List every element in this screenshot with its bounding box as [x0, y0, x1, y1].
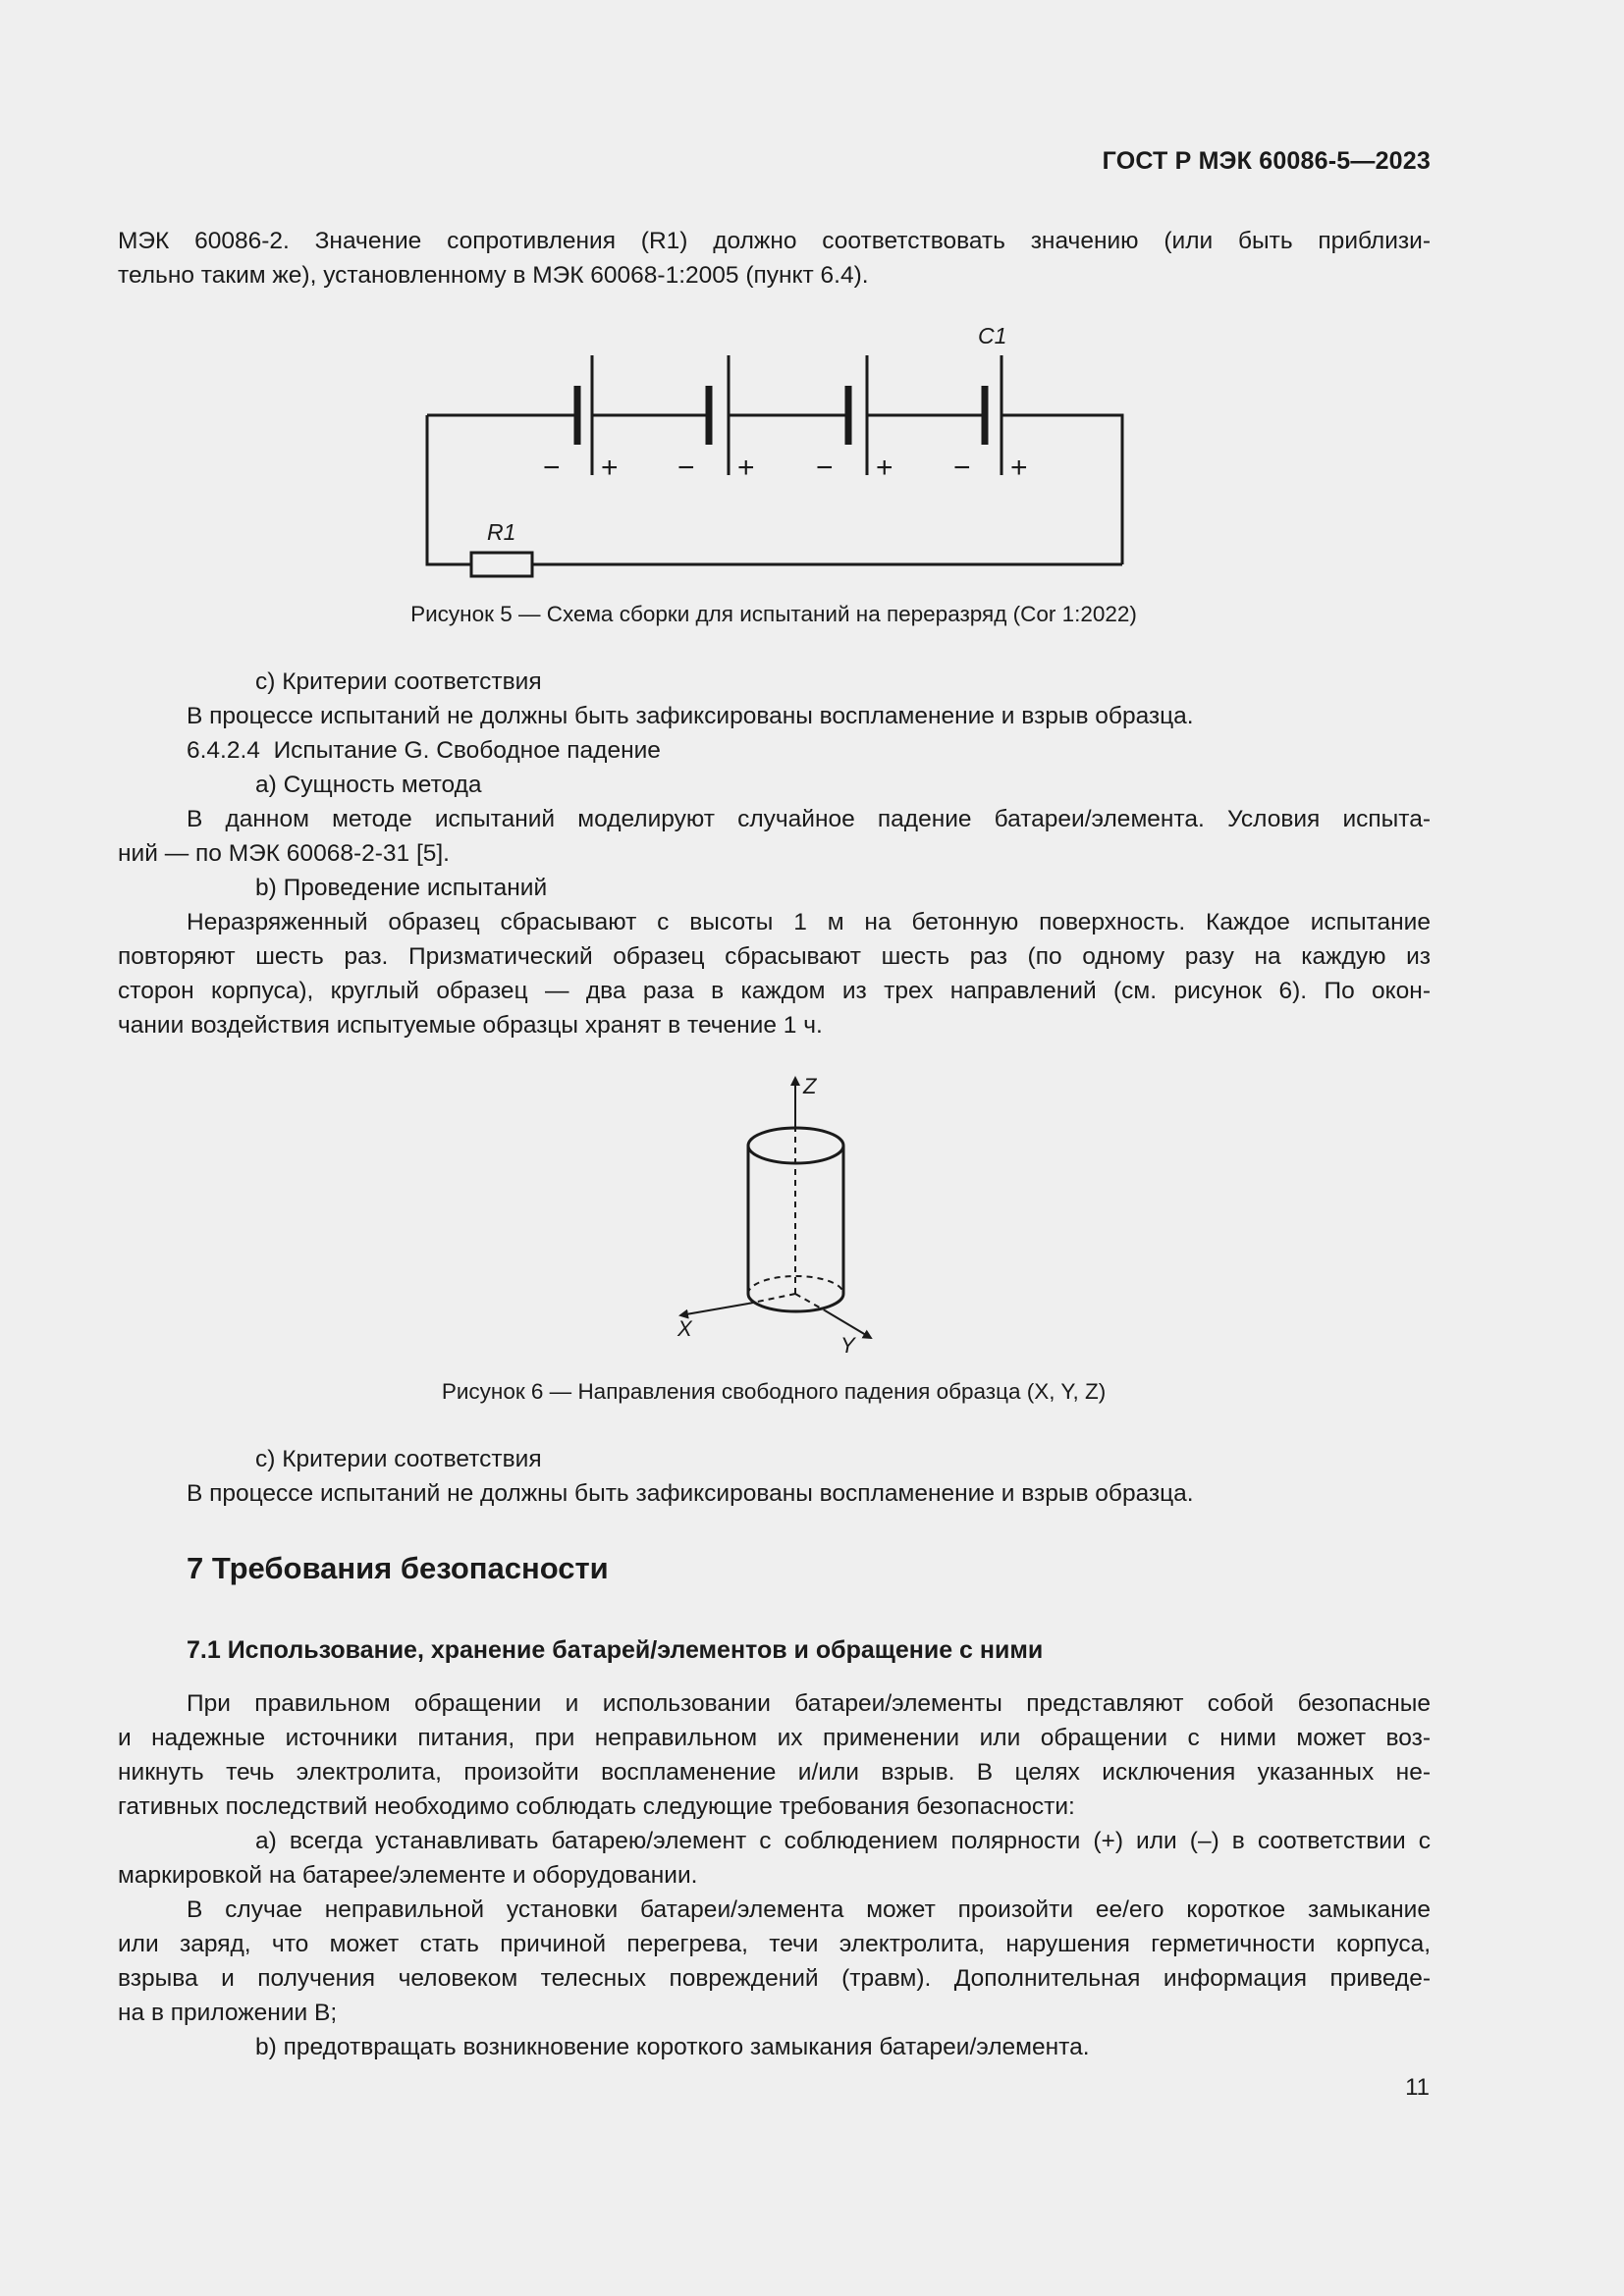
- s71-b-text: предотвращать возникновение короткого замыкания батареи/элемента.: [283, 2034, 1090, 2060]
- figure6-drop-directions-diagram: [648, 1065, 903, 1360]
- s71-p2-line-4: на в приложении B;: [118, 2000, 338, 2026]
- axis-x-label: X: [677, 1316, 692, 1341]
- s71-p2-line-3: взрыва и получения человеком телесных повреждений (травм). Дополнительная информация приведе-: [118, 1965, 1431, 1992]
- section-7-heading: 7 Требования безопасности: [187, 1551, 609, 1585]
- cell-2-minus-sign: −: [677, 452, 695, 484]
- s71-p1-line-4: гативных последствий необходимо соблюдать следующие требования безопасности:: [118, 1793, 1075, 1820]
- capacitor-label: C1: [978, 323, 1007, 348]
- criteria-c-text: В процессе испытаний не должны быть зафиксированы воспламенение и взрыв образца.: [187, 703, 1194, 729]
- figure5-circuit-diagram: [412, 314, 1159, 589]
- circuit-wire-top-left: [427, 415, 471, 564]
- section-7-1-heading: 7.1 Использование, хранение батарей/элементов и обращение с ними: [187, 1636, 1044, 1664]
- cell-1-plus-sign: +: [601, 452, 619, 484]
- criteria-c-title: Критерии соответствия: [282, 668, 542, 695]
- method-a-heading: [118, 768, 1431, 802]
- cylinder-bottom-front: [748, 1294, 843, 1311]
- intro-line-1: МЭК 60086-2. Значение сопротивления (R1) должно соответствовать значению (или быть приблизи-: [118, 228, 1431, 254]
- method-a-title: Сущность метода: [283, 772, 482, 798]
- resistor-r1: [471, 553, 532, 576]
- method-a-label: a): [255, 772, 277, 798]
- clause-6424-heading: [118, 733, 1431, 768]
- cell-3-plus-sign: +: [876, 452, 893, 484]
- axis-z-label: Z: [803, 1074, 817, 1098]
- criteria-c2-title: Критерии соответствия: [282, 1446, 542, 1472]
- s71-p1-line-1: При правильном обращении и использовании батареи/элементы представляют собой безопасные: [187, 1690, 1431, 1717]
- cell-4-plus-sign: +: [1010, 452, 1028, 484]
- cell-2-plus-sign: +: [737, 452, 755, 484]
- intro-paragraph: [118, 224, 1431, 293]
- circuit-wire-right: [1001, 415, 1122, 564]
- axis-y-label: Y: [840, 1333, 855, 1358]
- intro-line-2: тельно таким же), установленному в МЭК 60068-1:2005 (пункт 6.4).: [118, 262, 869, 289]
- cylinder-top: [748, 1128, 843, 1163]
- procedure-b-line-2: повторяют шесть раз. Призматический образец сбрасывают шесть раз (по одному разу на каждую из: [118, 943, 1431, 970]
- document-header: ГОСТ Р МЭК 60086-5—2023: [1102, 147, 1431, 175]
- s71-a-label: a): [255, 1828, 277, 1854]
- procedure-b-title: Проведение испытаний: [283, 875, 548, 901]
- procedure-b-line-4: чании воздействия испытуемые образцы хранят в течение 1 ч.: [118, 1012, 823, 1039]
- criteria-c2-heading: [118, 1442, 1431, 1476]
- section-g2-block: [118, 1442, 1431, 1511]
- cell-4-minus-sign: −: [953, 452, 971, 484]
- procedure-b-line-3: сторон корпуса), круглый образец — два раза в каждом из трех направлений (см. рисунок 6). По окон-: [118, 978, 1431, 1004]
- x-axis-arrow: [680, 1304, 748, 1315]
- s71-a-text: всегда устанавливать батарею/элемент с соблюдением полярности (+) или (–) в соответствии с: [289, 1828, 1431, 1854]
- figure5-caption: Рисунок 5 — Схема сборки для испытаний на переразряд (Cor 1:2022): [410, 602, 1137, 626]
- section-7-1-body: [118, 1686, 1431, 2064]
- s71-b-line: [118, 2030, 1431, 2064]
- s71-b-label: b): [255, 2034, 277, 2060]
- s71-a-line-2: маркировкой на батарее/элементе и оборудовании.: [118, 1862, 698, 1889]
- procedure-b-label: b): [255, 875, 277, 901]
- s71-a-line-1: [118, 1824, 1431, 1858]
- s71-p2-line-2: или заряд, что может стать причиной перегрева, течи электролита, нарушения герметичности корпуса,: [118, 1931, 1431, 1957]
- criteria-c2-text: В процессе испытаний не должны быть зафиксированы воспламенение и взрыв образца.: [187, 1480, 1194, 1507]
- cell-1-minus-sign: −: [543, 452, 561, 484]
- s71-p1-line-3: никнуть течь электролита, произойти воспламенение и/или взрыв. В целях исключения указанных не-: [118, 1759, 1431, 1786]
- method-a-line-1: В данном методе испытаний моделируют случайное падение батареи/элемента. Условия испыта-: [187, 806, 1431, 832]
- resistor-label: R1: [487, 519, 516, 545]
- section-g-block: [118, 665, 1431, 1042]
- page-number: 11: [1405, 2074, 1430, 2101]
- method-a-line-2: ний — по МЭК 60068-2-31 [5].: [118, 840, 450, 867]
- clause-number: 6.4.2.4: [187, 737, 260, 764]
- clause-title: Испытание G. Свободное падение: [273, 737, 661, 764]
- criteria-c-heading: [118, 665, 1431, 699]
- s71-p1-line-2: и надежные источники питания, при неправильном их применении или обращении с ними может воз-: [118, 1725, 1431, 1751]
- procedure-b-heading: [118, 871, 1431, 905]
- procedure-b-line-1: Неразряженный образец сбрасывают с высоты 1 м на бетонную поверхность. Каждое испытание: [187, 909, 1431, 935]
- figure6-caption: Рисунок 6 — Направления свободного падения образца (X, Y, Z): [441, 1379, 1107, 1404]
- cell-3-minus-sign: −: [816, 452, 834, 484]
- criteria-c-label: c): [255, 668, 276, 695]
- criteria-c2-label: c): [255, 1446, 276, 1472]
- s71-p2-line-1: В случае неправильной установки батареи/элемента может произойти ее/его короткое замыкание: [187, 1896, 1431, 1923]
